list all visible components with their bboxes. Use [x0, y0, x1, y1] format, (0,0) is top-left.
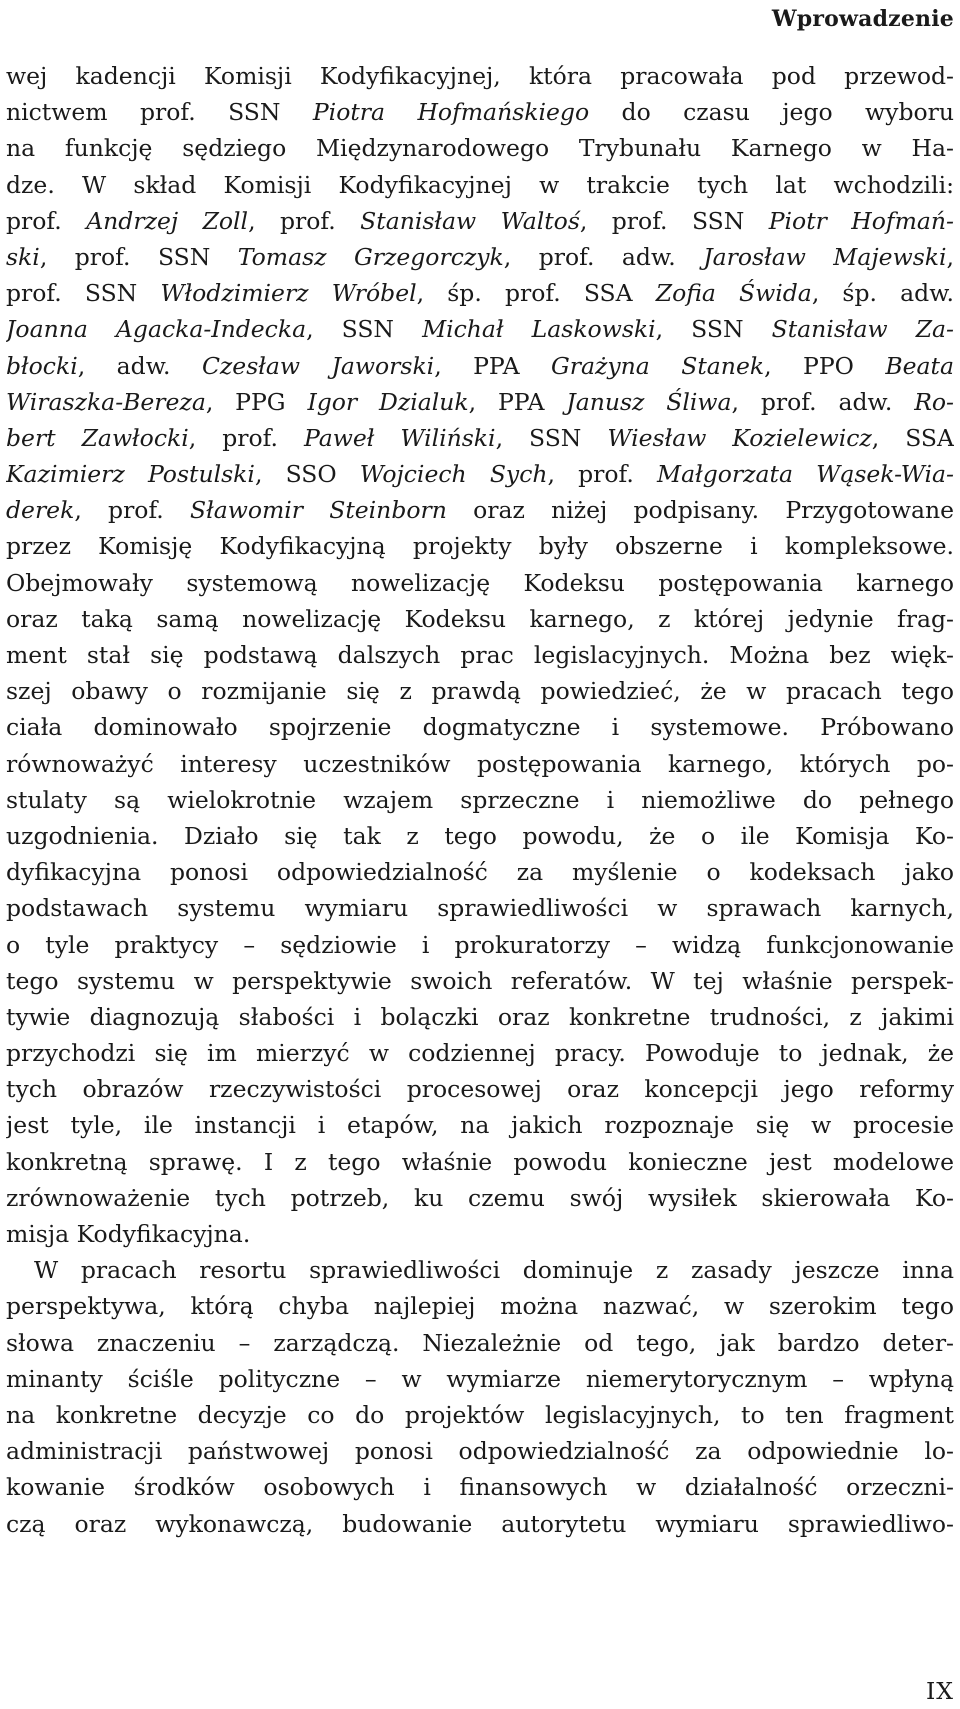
italic-name: Janusz Śliwa [566, 387, 732, 416]
text-line [6, 1469, 954, 1505]
text-run: konkretną sprawę. I z tego właśnie powodu konieczne jest modelowe [6, 1147, 954, 1176]
text-run: tego systemu w perspektywie swoich referatów. W tej właśnie perspek- [6, 966, 954, 995]
running-head: Wprowadzenie [771, 6, 954, 32]
text-line [6, 275, 954, 311]
text-line [6, 1107, 954, 1143]
italic-name: Stanisław Za- [771, 315, 954, 344]
italic-name: Kazimierz Postulski [6, 460, 255, 489]
text-run: , PPA [468, 387, 567, 416]
italic-name: Andrzej Zoll [86, 206, 249, 235]
text-line [6, 167, 954, 203]
text-run: tych obrazów rzeczywistości procesowej oraz koncepcji jego reformy [6, 1075, 954, 1104]
text-line [6, 1506, 954, 1542]
text-run: jest tyle, ile instancji i etapów, na jakich rozpoznaje się w procesie [6, 1111, 954, 1140]
text-line [6, 963, 954, 999]
text-run: misja Kodyfikacyjna. [6, 1220, 251, 1248]
text-run: , SSN [306, 315, 423, 344]
text-run: o tyle praktycy – sędziowie i prokuratorzy – widzą funkcjonowanie [6, 930, 954, 959]
text-line [6, 1433, 954, 1469]
text-run: na funkcję sędziego Międzynarodowego Trybunału Karnego w Ha- [6, 134, 954, 163]
text-run: uzgodnienia. Działo się tak z tego powodu, że o ile Komisja Ko- [6, 821, 954, 850]
text-run: szej obawy o rozmijanie się z prawdą powiedzieć, że w pracach tego [6, 677, 954, 706]
italic-name: Igor Dzialuk [307, 387, 469, 416]
text-line [6, 492, 954, 528]
text-run: , śp. prof. SSA [416, 279, 656, 308]
italic-name: Ro- [914, 387, 954, 416]
text-run: , adw. [77, 351, 202, 380]
text-line [6, 348, 954, 384]
text-run: Obejmowały systemową nowelizację Kodeksu postępowania karnego [6, 568, 954, 597]
text-line [6, 239, 954, 275]
text-line [6, 1144, 954, 1180]
text-run: , prof. [188, 423, 304, 452]
italic-name: derek [6, 496, 75, 525]
text-run: administracji państwowej ponosi odpowiedzialność za odpowiednie lo- [6, 1437, 954, 1466]
text-run: , śp. adw. [811, 279, 954, 308]
italic-name: Zofia Świda [655, 279, 812, 308]
text-line [6, 601, 954, 637]
text-line [6, 890, 954, 926]
italic-name: Jarosław Majewski [703, 242, 947, 271]
text-run: , SSN [495, 423, 608, 452]
italic-name: Wojciech Sych [359, 460, 548, 489]
italic-name: Małgorzata Wąsek-Wia- [657, 460, 954, 489]
text-run: czą oraz wykonawczą, budowanie autorytetu wymiaru sprawiedliwo- [6, 1509, 954, 1538]
text-run: W pracach resortu sprawiedliwości dominuje z zasady jeszcze inna [34, 1256, 954, 1285]
text-line [6, 673, 954, 709]
text-line [6, 1361, 954, 1397]
italic-name: Michał Laskowski [422, 315, 656, 344]
text-run: dze. W skład Komisji Kodyfikacyjnej w trakcie tych lat wchodzili: [6, 170, 954, 199]
text-run: , prof. [248, 206, 361, 235]
text-run: perspektywa, którą chyba najlepiej można nazwać, w szerokim tego [6, 1292, 954, 1321]
italic-name: Paweł Wiliński [303, 423, 496, 452]
text-run: , prof. [74, 496, 190, 525]
text-line [6, 1252, 954, 1288]
text-run: , SSA [871, 423, 954, 452]
text-run: , SSN [655, 315, 772, 344]
italic-name: błocki [6, 351, 78, 380]
italic-name: Piotra Hofmańskiego [312, 98, 590, 127]
text-line [6, 637, 954, 673]
text-run: stulaty są wielokrotnie wzajem sprzeczne i niemożliwe do pełnego [6, 785, 954, 814]
text-run: , PPG [205, 387, 308, 416]
text-run: zrównoważenie tych potrzeb, ku czemu swój wysiłek skierowała Ko- [6, 1183, 954, 1212]
text-run: , prof. [547, 460, 658, 489]
italic-name: ski [6, 242, 40, 271]
text-run: oraz taką samą nowelizację Kodeksu karnego, z której jedynie frag- [6, 604, 954, 633]
italic-name: Tomasz Grzegorczyk [237, 242, 504, 271]
text-line [6, 746, 954, 782]
text-run: równoważyć interesy uczestników postępowania karnego, których po- [6, 749, 954, 778]
text-run: , SSO [254, 460, 360, 489]
text-run: wej kadencji Komisji Kodyfikacyjnej, która pracowała pod przewod- [6, 62, 954, 90]
text-run: podstawach systemu wymiaru sprawiedliwości w sprawach karnych, [6, 894, 954, 923]
text-line [6, 1325, 954, 1361]
italic-name: Sławomir Steinborn [189, 496, 447, 525]
text-run: przez Komisję Kodyfikacyjną projekty były obszerne i kompleksowe. [6, 532, 954, 561]
text-line [6, 94, 954, 130]
text-run: słowa znaczeniu – zarządczą. Niezależnie od tego, jak bardzo deter- [6, 1328, 954, 1357]
italic-name: Czesław Jaworski [201, 351, 435, 380]
text-line [6, 130, 954, 166]
text-run: dyfikacyjna ponosi odpowiedzialność za myślenie o kodeksach jako [6, 858, 954, 887]
text-run: , prof. SSN [579, 206, 769, 235]
text-line [6, 420, 954, 456]
text-run: , [946, 242, 954, 271]
italic-name: Grażyna Stanek [551, 351, 765, 380]
text-run: , prof. adw. [503, 242, 704, 271]
text-line [6, 854, 954, 890]
text-line [6, 1216, 954, 1252]
text-line [6, 1180, 954, 1216]
italic-name: Beata [885, 351, 954, 380]
text-run: nictwem prof. SSN [6, 98, 313, 127]
text-run: ment stał się podstawą dalszych prac legislacyjnych. Można bez więk- [6, 641, 954, 669]
text-line [6, 999, 954, 1035]
text-line [6, 1397, 954, 1433]
italic-name: Wiraszka-Bereza [6, 387, 206, 416]
text-run: , PPO [764, 351, 886, 380]
body-text [6, 58, 954, 1542]
text-run: , prof. SSN [39, 242, 238, 271]
text-line [6, 565, 954, 601]
text-run: do czasu jego wyboru [589, 98, 954, 127]
page-number: IX [925, 1677, 954, 1705]
text-line [6, 1035, 954, 1071]
text-run: tywie diagnozują słabości i bolączki oraz konkretne trudności, z jakimi [6, 1002, 954, 1031]
text-line [6, 1071, 954, 1107]
italic-name: Joanna Agacka-Indecka [6, 315, 307, 344]
text-line [6, 58, 954, 94]
text-run: prof. SSN [6, 279, 161, 308]
text-line [6, 1288, 954, 1324]
text-line [6, 528, 954, 564]
text-run: kowanie środków osobowych i finansowych w działalność orzeczni- [6, 1473, 954, 1502]
text-run: prof. [6, 206, 87, 235]
italic-name: Wiesław Kozielewicz [607, 423, 872, 452]
text-run: , PPA [434, 351, 551, 380]
text-line [6, 203, 954, 239]
text-line [6, 456, 954, 492]
italic-name: Piotr Hofmań- [768, 206, 954, 235]
text-line [6, 927, 954, 963]
italic-name: Włodzimierz Wróbel [160, 279, 417, 308]
text-line [6, 782, 954, 818]
italic-name: Stanisław Waltoś [360, 206, 580, 235]
text-run: przychodzi się im mierzyć w codziennej pracy. Powoduje to jednak, że [6, 1039, 954, 1068]
text-run: , prof. adw. [731, 387, 915, 416]
text-line [6, 709, 954, 745]
text-run: oraz niżej podpisany. Przygotowane [446, 496, 954, 525]
text-line [6, 384, 954, 420]
text-run: minanty ściśle polityczne – w wymiarze niemerytorycznym – wpłyną [6, 1364, 954, 1393]
text-run: na konkretne decyzje co do projektów legislacyjnych, to ten fragment [6, 1400, 954, 1429]
italic-name: bert Zawłocki [6, 423, 189, 452]
text-run: ciała dominowało spojrzenie dogmatyczne i systemowe. Próbowano [6, 713, 954, 742]
text-line [6, 311, 954, 347]
text-line [6, 818, 954, 854]
